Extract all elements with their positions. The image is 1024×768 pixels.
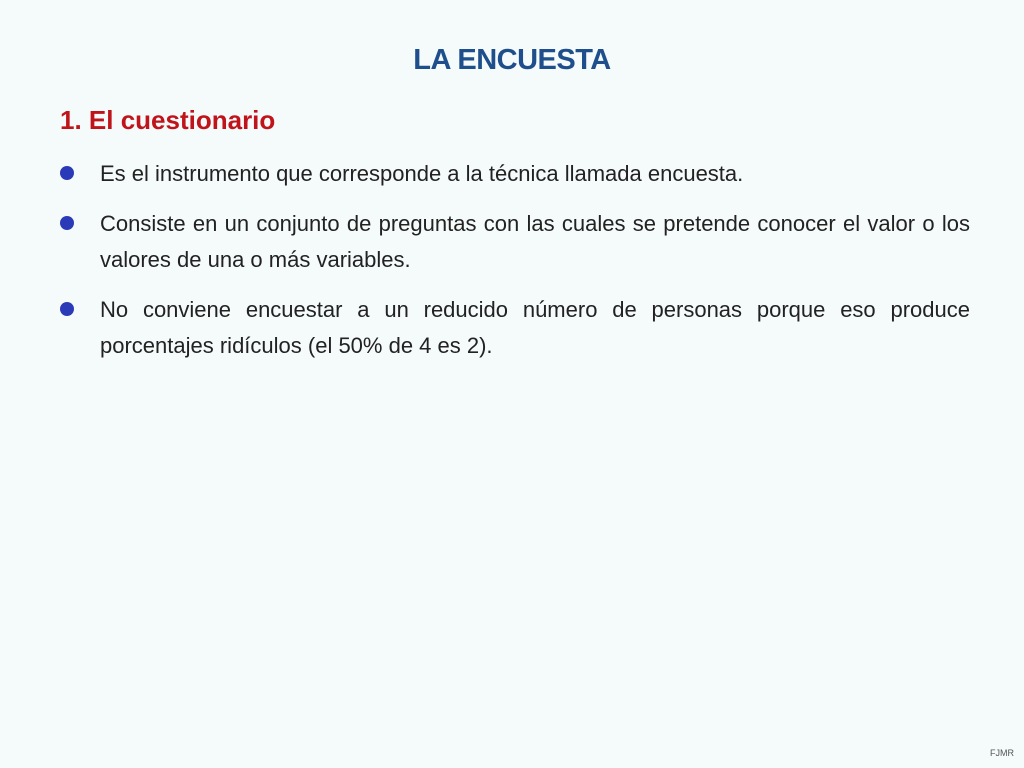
bullet-item [60, 292, 970, 364]
bullet-item [60, 156, 970, 192]
bullet-text: Es el instrumento que corresponde a la técnica llamada encuesta. [100, 161, 744, 186]
bullet-dot-icon [60, 302, 74, 316]
bullet-text: Consiste en un conjunto de preguntas con las cuales se pretende conocer el valor o los valores de una o más variables. [100, 211, 970, 272]
section-heading: 1. El cuestionario [60, 105, 276, 135]
bullet-list [60, 156, 970, 364]
bullet-dot-icon [60, 166, 74, 180]
bullet-item [60, 206, 970, 278]
slide-title: LA ENCUESTA [413, 44, 611, 76]
bullet-dot-icon [60, 216, 74, 230]
footer-initials: FJMR [990, 748, 1014, 758]
bullet-text: No conviene encuestar a un reducido número de personas porque eso produce porcentajes ridículos (el 50% de 4 es 2). [100, 297, 970, 358]
